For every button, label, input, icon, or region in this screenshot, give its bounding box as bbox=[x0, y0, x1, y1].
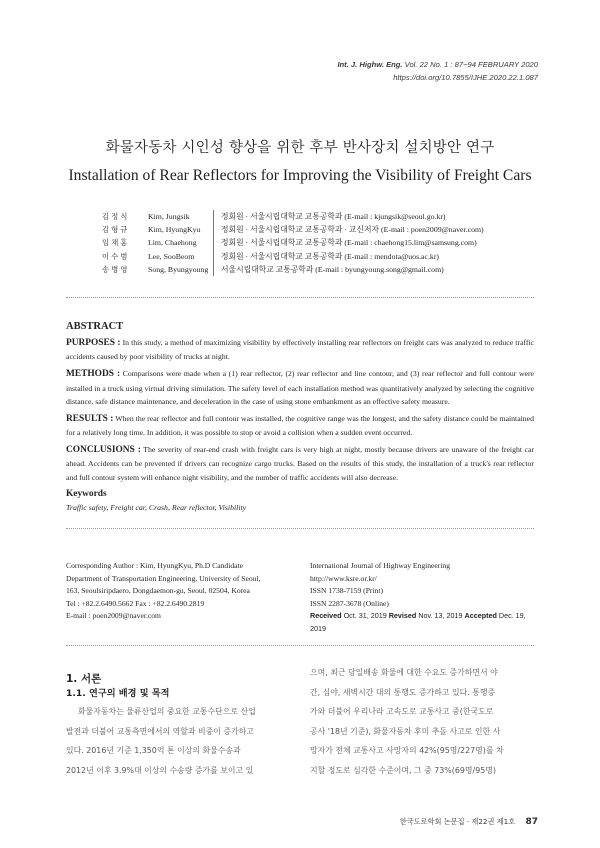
issn-online: ISSN 2287-3678 (Online) bbox=[310, 598, 389, 608]
methods-label: METHODS : bbox=[66, 369, 121, 380]
body-line: 발전과 더불어 교통측면에서의 역할과 비중이 증가하고 bbox=[66, 726, 254, 736]
author-name-en: Kim, HyungKyu bbox=[148, 223, 214, 236]
author-row bbox=[66, 210, 484, 223]
author-affiliation: 정회원 · 서울시립대학교 교통공학과 (E-mail : mendota@uos.ac.kr) bbox=[221, 251, 440, 261]
body-column-left bbox=[66, 672, 296, 780]
accepted-date: Dec. 19, 2019 bbox=[310, 611, 526, 633]
body-paragraph bbox=[66, 702, 296, 780]
body-line: 간, 심야, 새벽시간 대의 통행도 증가하고 있다. 통행증 bbox=[310, 687, 496, 697]
results-label: RESULTS : bbox=[66, 413, 114, 424]
history-dates bbox=[310, 610, 540, 635]
corr-email[interactable]: E-mail : poen2009@naver.com bbox=[66, 611, 161, 621]
body-paragraph bbox=[310, 663, 540, 781]
abstract-purposes bbox=[66, 336, 534, 363]
page-footer bbox=[400, 817, 538, 827]
author-affiliation: 정회원 · 서울시립대학교 교통공학과 (E-mail : kjungsik@seoul.go.kr) bbox=[221, 212, 446, 221]
journal-abbr: Int. J. Highw. Eng. bbox=[337, 60, 403, 69]
author-row bbox=[66, 223, 484, 236]
body-line: 공사 '18년 기준), 화물자동차 후미 추돌 사고로 인한 사 bbox=[310, 726, 501, 736]
revised-label: Revised bbox=[388, 611, 417, 621]
body-line: 망자가 전체 교통사고 사망자의 42%(95명/227명)를 차 bbox=[310, 746, 504, 756]
body-line: 2012년 이후 3.9%대 이상의 수송량 증가를 보이고 있 bbox=[66, 765, 254, 775]
author-affiliation: 서울시립대학교 교통공학과 (E-mail : byungyoung.song@gmail.com) bbox=[221, 264, 444, 274]
section-heading: 1. 서론 bbox=[66, 673, 102, 685]
author-name-ko: 임채홍 bbox=[102, 238, 130, 248]
revised-date: Nov. 13, 2019 bbox=[418, 611, 463, 621]
conclusions-label: CONCLUSIONS : bbox=[66, 445, 141, 456]
methods-text: Comparisons were made when a (1) rear reflector, (2) rear reflector and line contour, and (3) rear reflector and full contour were installed in a truck using virtual driving simulation. The safety level of each installation method was quantitatively analyzed by selecting the cognitive distance, safe distance maintenance, and deceleration in the case of using stone embankment as an effective safety measure. bbox=[66, 369, 534, 406]
conclusions-text: The severity of rear-end crash with freight cars is very high at night, mostly because drivers are unaware of the freight car ahead. Accidents can be prevented if drivers can recognize cargo trucks. Based on the results of this study, the installation of a truck's rear reflector and full contour system will enhance night visibility, and the number of traffic accidents will also decrease. bbox=[66, 445, 534, 482]
keywords-text: Traffic safety, Freight car, Crash, Rear reflector, Visibility bbox=[66, 502, 247, 512]
abstract-block bbox=[66, 320, 534, 514]
journal-name: International Journal of Highway Engineering bbox=[310, 561, 451, 570]
results-text: When the rear reflector and full contour was installed, the cognitive range was the longest, and the safety distance could be maintained for a relatively long time. In addition, it was possible to stop or avoid a collision when a sudden event occurred. bbox=[66, 413, 534, 438]
author-name-en: Lee, SooBeom bbox=[148, 250, 214, 263]
author-name-ko: 김정식 bbox=[102, 212, 130, 221]
author-row bbox=[66, 250, 484, 263]
author-name-en: Lim, Chaehong bbox=[148, 236, 214, 249]
author-affiliation: 정회원 · 서울시립대학교 교통공학과 · 교신저자 (E-mail : poen2009@naver.com) bbox=[221, 225, 484, 235]
corr-line: Department of Transportation Engineering, University of Seoul, bbox=[66, 573, 261, 583]
doi-link[interactable]: https://doi.org/10.7855/IJHE.2020.22.1.087 bbox=[393, 73, 538, 82]
body-line: 화물자동차는 물류산업의 중요한 교통수단으로 산업 bbox=[78, 707, 256, 716]
body-line: 있다. 2016년 기준 1,350억 톤 이상의 화물수송과 bbox=[66, 746, 241, 756]
footer-journal: 한국도로학회 논문집 · 제22권 제1호 bbox=[399, 817, 516, 826]
title-korean: 화물자동차 시인성 향상을 위한 후부 반사장치 설치방안 연구 bbox=[105, 140, 495, 156]
accepted-label: Accepted bbox=[464, 611, 497, 621]
divider bbox=[66, 297, 534, 298]
abstract-results bbox=[66, 412, 534, 439]
running-header bbox=[337, 58, 538, 84]
author-name-en: Song, Byungyoung bbox=[148, 263, 214, 276]
keywords-label: Keywords bbox=[66, 488, 107, 499]
title-english: Installation of Rear Reflectors for Improving the Visibility of Freight Cars bbox=[68, 167, 532, 184]
body-line: 지할 정도로 심각한 수준이며, 그 중 73%(69명/95명) bbox=[310, 765, 496, 775]
abstract-methods bbox=[66, 367, 534, 407]
subsection-heading: 1.1. 연구의 배경 및 목적 bbox=[66, 688, 170, 699]
author-list bbox=[66, 210, 484, 276]
body-column-right bbox=[310, 663, 540, 781]
author-name-ko: 김형규 bbox=[102, 225, 130, 235]
corresponding-author-block bbox=[66, 560, 302, 623]
corr-line: 163, Seoulsiripdaero, Dongdaemon-gu, Seoul, 02504, Korea bbox=[66, 586, 250, 596]
author-name-en: Kim, Jungsik bbox=[148, 210, 214, 223]
divider bbox=[66, 528, 534, 529]
abstract-heading: ABSTRACT bbox=[66, 321, 124, 332]
body-line: 으며, 최근 당일배송 화물에 대한 수요도 증가하면서 야 bbox=[310, 668, 498, 677]
corr-line: Tel : +82.2.6490.5662 Fax : +82.2.6490.2819 bbox=[66, 598, 205, 608]
divider bbox=[66, 645, 534, 646]
abstract-conclusions bbox=[66, 443, 534, 483]
received-date: Oct. 31, 2019 bbox=[343, 611, 387, 621]
author-name-ko: 송병영 bbox=[102, 264, 130, 274]
page-number: 87 bbox=[525, 817, 538, 827]
journal-url[interactable]: http://www.ksre.or.kr/ bbox=[310, 573, 377, 583]
journal-info-block bbox=[310, 560, 540, 636]
author-row bbox=[66, 236, 484, 249]
volume-info: Vol. 22 No. 1 : 87~94 FEBRUARY 2020 bbox=[404, 60, 538, 69]
body-line: 가와 더불어 우리나라 고속도로 교통사고 중(한국도로 bbox=[310, 707, 494, 717]
author-row bbox=[66, 263, 484, 276]
purposes-text: In this study, a method of maximizing visibility by effectively installing rear reflectors on freight cars was analyzed to reduce traffic accidents caused by poor visibility of trucks at night. bbox=[66, 338, 534, 362]
corr-line: Corresponding Author : Kim, HyungKyu, Ph.D Candidate bbox=[66, 561, 243, 570]
author-affiliation: 정회원 · 서울시립대학교 교통공학과 (E-mail : chaehong15.lim@samsung.com) bbox=[221, 238, 477, 248]
author-name-ko: 이수범 bbox=[102, 251, 130, 261]
issn-print: ISSN 1738-7159 (Print) bbox=[310, 586, 383, 596]
purposes-label: PURPOSES : bbox=[66, 338, 121, 349]
received-label: Received bbox=[310, 611, 342, 621]
volume-line bbox=[337, 58, 538, 71]
